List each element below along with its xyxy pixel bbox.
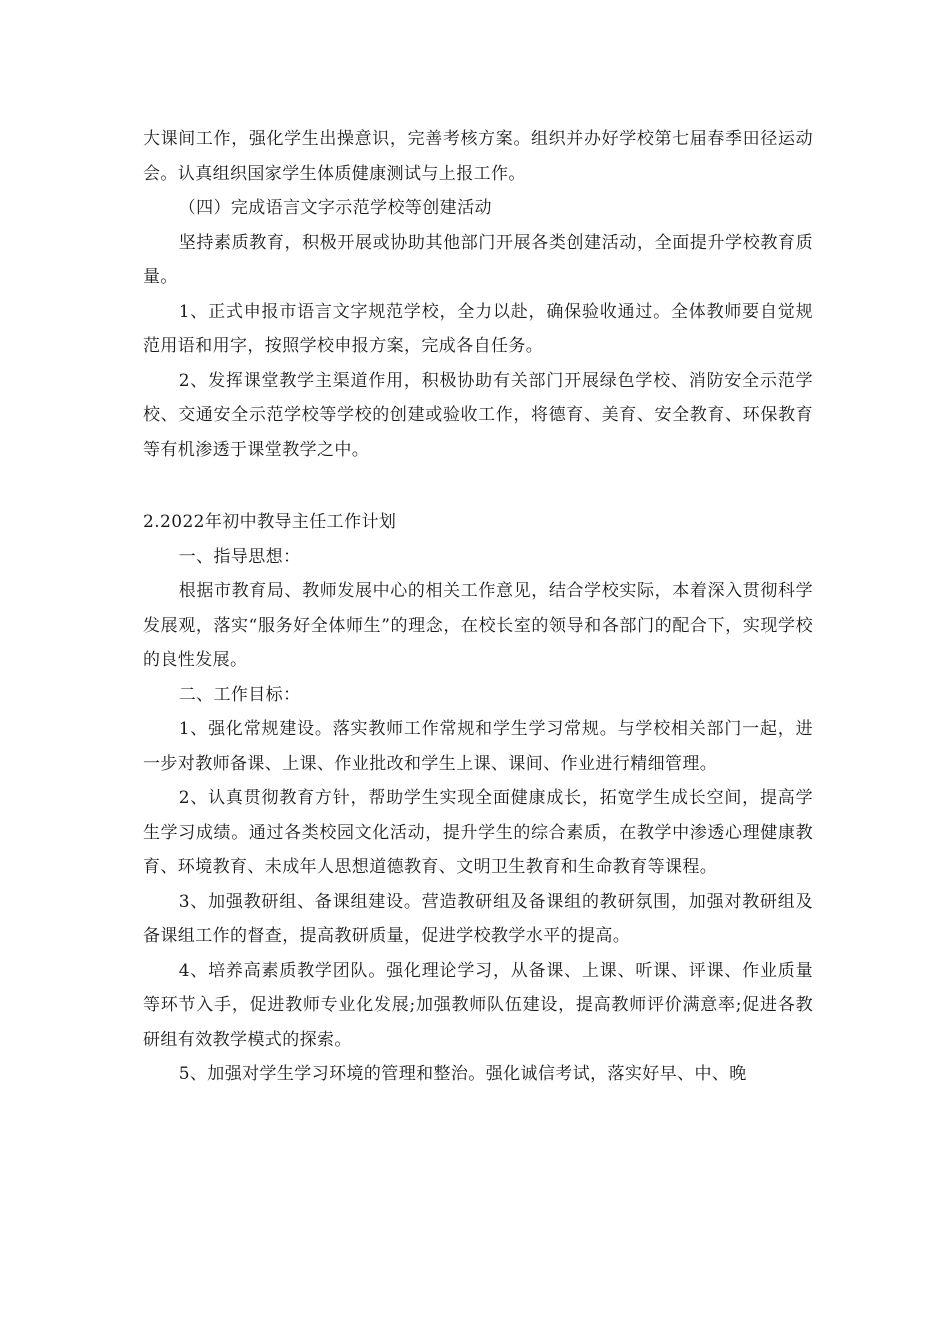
paragraph: 根据市教育局、教师发展中心的相关工作意见，结合学校实际，本着深入贯彻科学发展观，落实“服务好全体师生”的理念，在校长室的领导和各部门的配合下，实现学校的良性发展。 [143,581,813,670]
list-item: 2、发挥课堂教学主渠道作用，积极协助有关部门开展绿色学校、消防安全示范学校、交通安全示范学校等学校的创建或验收工作，将德育、美育、安全教育、环保教育等有机渗透于课堂教学之中。 [143,370,813,460]
subheading-four: （四）完成语言文字示范学校等创建活动 [178,198,492,218]
section-gap [143,467,813,505]
paragraph: 坚持素质教育，积极开展或协助其他部门开展各类创建活动，全面提升学校教育质量。 [143,232,813,287]
subheading-work-goals: 二、工作目标： [178,684,301,705]
list-item: 3、加强教研组、备课组建设。营造教研组及备课组的教研氛围，加强对教研组及备课组工作的督查，提高教研质量，促进学校教学水平的提高。 [143,891,813,946]
paragraph-continuation: 大课间工作，强化学生出操意识，完善考核方案。组织并办好学校第七届春季田径运动会。认真组织国家学生体质健康测试与上报工作。 [143,129,813,184]
section-title: 2.2022年初中教导主任工作计划 [143,512,397,532]
list-item: 1、正式申报市语言文字规范学校，全力以赴，确保验收通过。全体教师要自觉规范用语和用字，按照学校申报方案，完成各自任务。 [143,301,813,356]
list-item: 5、加强对学生学习环境的管理和整治。强化诚信考试，落实好早、中、晚 [178,1064,747,1084]
list-item: 1、强化常规建设。落实教师工作常规和学生学习常规。与学校相关部门一起，进一步对教师备课、上课、作业批改和学生上课、课间、作业进行精细管理。 [143,719,813,774]
list-item: 2、认真贯彻教育方针，帮助学生实现全面健康成长，拓宽学生成长空间，提高学生学习成绩。通过各类校园文化活动，提升学生的综合素质，在教学中渗透心理健康教育、环境教育、未成年人思想道德教育、文明卫生教育和生命教育等课程。 [143,788,813,877]
document-body [143,122,813,1092]
subheading-guiding-thought: 一、指导思想： [178,546,301,567]
list-item: 4、培养高素质教学团队。强化理论学习，从备课、上课、听课、评课、作业质量等环节入手，促进教师专业化发展;加强教师队伍建设，提高教师评价满意率;促进各教研组有效教学模式的探索。 [143,960,813,1050]
